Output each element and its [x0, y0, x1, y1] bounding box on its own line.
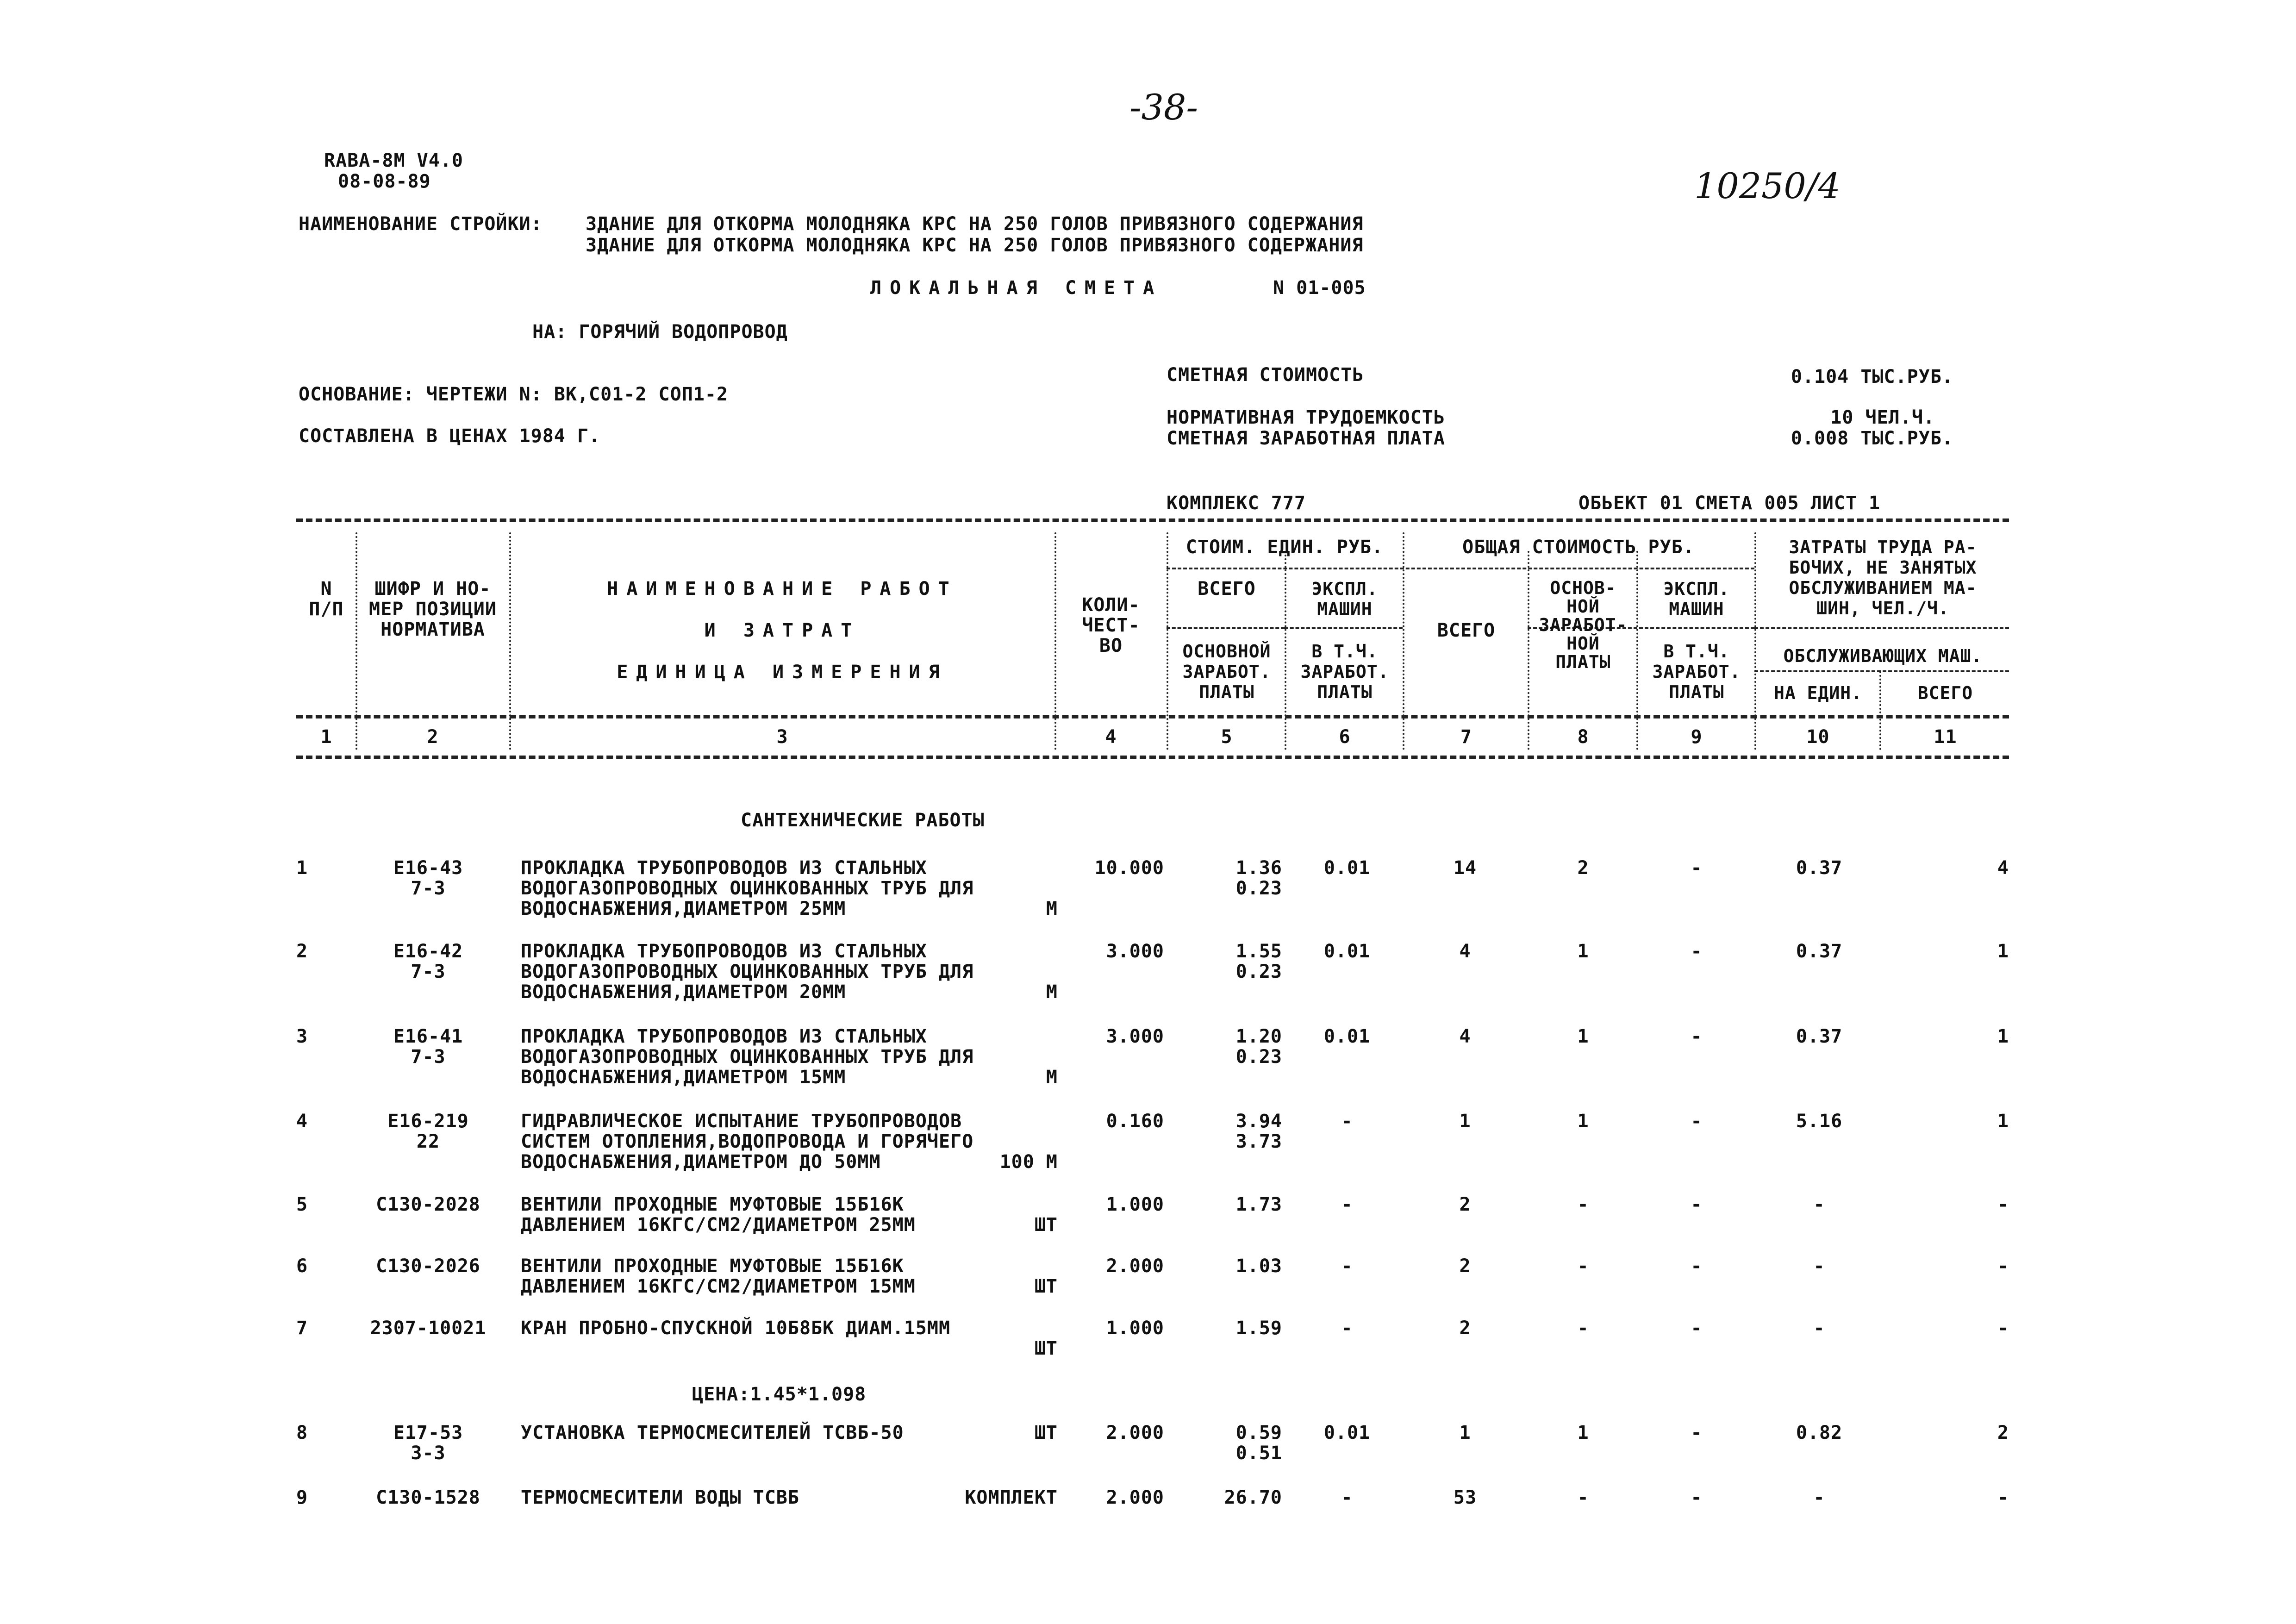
header-tc-wage: ОСНОВ- НОЙ ЗАРАБОТ- НОЙ ПЛАТЫ [1539, 578, 1628, 672]
unit-cost-sub-rule [1167, 627, 1285, 629]
header-labor-service: ОБСЛУЖИВАЮЩИХ МАШ. [1783, 646, 1983, 666]
row-total: 1 [1459, 1422, 1471, 1443]
col-number: 8 [1577, 726, 1589, 748]
row-uc: 0.59 0.51 [1235, 1422, 1282, 1464]
object-sheet-line: ОБЬЕКТ 01 СМЕТА 005 ЛИСТ 1 [1578, 493, 1881, 514]
row-qty: 2.000 [1106, 1255, 1164, 1277]
header-uc-machine-wage: В Т.Ч. ЗАРАБОТ. ПЛАТЫ [1300, 641, 1389, 702]
header-labor-unit: НА ЕДИН. [1773, 683, 1863, 703]
summary-label-cost: СМЕТНАЯ СТОИМОСТЬ [1167, 364, 1364, 386]
row-name: ТЕРМОСМЕСИТЕЛИ ВОДЫ ТСВБ [521, 1487, 799, 1508]
row-uc: 1.55 0.23 [1235, 941, 1282, 982]
row-lab-unit: 0.37 [1796, 1026, 1843, 1047]
col-separator [1054, 532, 1056, 750]
row-uc: 1.03 [1235, 1255, 1282, 1277]
row-name: ПРОКЛАДКА ТРУБОПРОВОДОВ ИЗ СТАЛЬНЫХ ВОДОГАЗОПРОВОДНЫХ ОЦИНКОВАННЫХ ТРУБ ДЛЯ ВОДОСНАБЖЕНИЯ,ДИАМЕТРОМ 15ММ [521, 1026, 974, 1088]
row-tmach: - [1691, 857, 1703, 879]
row-qty: 1.000 [1106, 1194, 1164, 1215]
col-number: 3 [776, 726, 788, 748]
row-lab-total: 1 [1997, 1111, 2009, 1132]
row-unit: ШТ [1034, 1276, 1058, 1297]
page-number: -38- [1129, 87, 1198, 128]
header-top-rule [296, 518, 2009, 522]
row-total: 14 [1453, 857, 1477, 879]
col-number: 2 [427, 726, 439, 748]
row-tmach: - [1691, 1111, 1703, 1132]
basis: ОСНОВАНИЕ: ЧЕРТЕЖИ N: ВК,С01-2 СОП1-2 [299, 384, 729, 405]
summary-label-wage: СМЕТНАЯ ЗАРАБОТНАЯ ПЛАТА [1167, 428, 1445, 449]
row-total: 2 [1459, 1194, 1471, 1215]
row-lab-total: 1 [1997, 941, 2009, 962]
row-code: Е17-53 3-3 [393, 1422, 463, 1464]
header-col-3-line-3: ЕДИНИЦА ИЗМЕРЕНИЯ [617, 662, 948, 683]
row-unit: М [1046, 898, 1058, 919]
row-total: 1 [1459, 1111, 1471, 1132]
col-number: 5 [1221, 726, 1233, 748]
row-n: 1 [296, 857, 308, 879]
header-uc-wage: ОСНОВНОЙ ЗАРАБОТ. ПЛАТЫ [1182, 641, 1271, 702]
row-mach: - [1341, 1487, 1353, 1508]
col-number: 1 [320, 726, 332, 748]
price-note: ЦЕНА:1.45*1.098 [692, 1384, 867, 1405]
row-mach: - [1341, 1111, 1353, 1132]
row-name: КРАН ПРОБНО-СПУСКНОЙ 10Б8БК ДИАМ.15ММ [521, 1318, 951, 1339]
header-bottom-rule [296, 715, 2009, 718]
col-number: 7 [1460, 726, 1472, 748]
row-lab-total: - [1997, 1487, 2009, 1508]
row-qty: 3.000 [1106, 941, 1164, 962]
estimate-number: N 01-005 [1273, 277, 1366, 299]
unit-cost-sub-rule [1285, 627, 1403, 629]
row-mach: - [1341, 1318, 1353, 1339]
row-qty: 10.000 [1094, 857, 1164, 879]
row-mach: 0.01 [1323, 941, 1371, 962]
row-lab-unit: - [1813, 1487, 1825, 1508]
col-number: 4 [1105, 726, 1117, 748]
row-wage: 2 [1577, 857, 1589, 879]
row-uc: 26.70 [1224, 1487, 1282, 1508]
row-lab-total: - [1997, 1318, 2009, 1339]
col-number: 11 [1934, 726, 1957, 748]
row-unit: 100 М [999, 1151, 1058, 1173]
header-uc-total: ВСЕГО [1198, 578, 1256, 600]
row-wage: 1 [1577, 1026, 1589, 1047]
row-uc: 3.94 3.73 [1235, 1111, 1282, 1152]
section-title: САНТЕХНИЧЕСКИЕ РАБОТЫ [741, 810, 985, 831]
row-code: С130-2026 [376, 1255, 480, 1277]
row-qty: 2.000 [1106, 1487, 1164, 1508]
row-lab-total: - [1997, 1194, 2009, 1215]
row-code: Е16-41 7-3 [393, 1026, 463, 1068]
row-total: 53 [1453, 1487, 1477, 1508]
complex-number: КОМПЛЕКС 777 [1167, 493, 1306, 514]
construction-line-2: ЗДАНИЕ ДЛЯ ОТКОРМА МОЛОДНЯКА КРС НА 250 ГОЛОВ ПРИВЯЗНОГО СОДЕРЖАНИЯ [586, 235, 1364, 256]
row-code: Е16-42 7-3 [393, 941, 463, 982]
program-date: 08-08-89 [338, 171, 431, 192]
row-code: С130-2028 [376, 1194, 480, 1215]
header-col-2: ШИФР И НО- МЕР ПОЗИЦИИ НОРМАТИВА [369, 578, 497, 640]
row-lab-unit: 0.82 [1796, 1422, 1843, 1443]
prices-basis: СОСТАВЛЕНА В ЦЕНАХ 1984 Г. [299, 425, 601, 447]
row-tmach: - [1691, 1026, 1703, 1047]
row-mach: 0.01 [1323, 857, 1371, 879]
header-col-1: N П/П [309, 578, 344, 620]
row-tmach: - [1691, 941, 1703, 962]
header-col-4: КОЛИ- ЧЕСТ- ВО [1082, 594, 1140, 656]
estimate-title: ЛОКАЛЬНАЯ СМЕТА [870, 277, 1163, 299]
row-n: 7 [296, 1318, 308, 1339]
row-code: С130-1528 [376, 1487, 480, 1508]
row-uc: 1.20 0.23 [1235, 1026, 1282, 1068]
row-unit: ШТ [1034, 1422, 1058, 1443]
row-wage: - [1577, 1255, 1589, 1277]
row-lab-total: - [1997, 1255, 2009, 1277]
summary-label-labor: НОРМАТИВНАЯ ТРУДОЕМКОСТЬ [1167, 407, 1445, 428]
row-wage: 1 [1577, 1422, 1589, 1443]
col-separator [356, 532, 357, 750]
program-name: RABA-8M V4.0 [324, 150, 463, 171]
row-mach: 0.01 [1323, 1026, 1371, 1047]
col-separator [1879, 671, 1881, 750]
row-lab-total: 1 [1997, 1026, 2009, 1047]
row-n: 2 [296, 941, 308, 962]
row-n: 5 [296, 1194, 308, 1215]
header-col-3-line-1: НАИМЕНОВАНИЕ РАБОТ [607, 578, 958, 600]
row-n: 3 [296, 1026, 308, 1047]
row-tmach: - [1691, 1318, 1703, 1339]
col-separator [1528, 551, 1529, 750]
row-wage: - [1577, 1318, 1589, 1339]
row-mach: - [1341, 1194, 1353, 1215]
row-qty: 0.160 [1106, 1111, 1164, 1132]
summary-value-labor: 10 ЧЕЛ.Ч. [1830, 407, 1935, 428]
header-tc-total: ВСЕГО [1437, 620, 1496, 641]
row-tmach: - [1691, 1487, 1703, 1508]
row-total: 2 [1459, 1318, 1471, 1339]
labor-sub-rule [1754, 627, 2009, 629]
row-lab-total: 4 [1997, 857, 2009, 879]
header-tc-machines: ЭКСПЛ. МАШИН [1663, 579, 1730, 619]
row-n: 6 [296, 1255, 308, 1277]
header-labor-total: ВСЕГО [1917, 683, 1973, 703]
column-numbers-rule [296, 756, 2009, 759]
row-name: УСТАНОВКА ТЕРМОСМЕСИТЕЛЕЙ ТСВБ-50 [521, 1422, 904, 1443]
row-lab-unit: 0.37 [1796, 857, 1843, 879]
row-mach: 0.01 [1323, 1422, 1371, 1443]
row-code: 2307-10021 [370, 1318, 487, 1339]
row-unit: М [1046, 1067, 1058, 1088]
col-separator [509, 532, 511, 750]
construction-label: НАИМЕНОВАНИЕ СТРОЙКИ: [299, 213, 543, 235]
row-name: ПРОКЛАДКА ТРУБОПРОВОДОВ ИЗ СТАЛЬНЫХ ВОДОГАЗОПРОВОДНЫХ ОЦИНКОВАННЫХ ТРУБ ДЛЯ ВОДОСНАБЖЕНИЯ,ДИАМЕТРОМ 20ММ [521, 941, 974, 1003]
row-uc: 1.36 0.23 [1235, 857, 1282, 899]
row-unit: КОМПЛЕКТ [965, 1487, 1058, 1508]
row-qty: 1.000 [1106, 1318, 1164, 1339]
col-number: 9 [1691, 726, 1703, 748]
row-name: ГИДРАВЛИЧЕСКОЕ ИСПЫТАНИЕ ТРУБОПРОВОДОВ СИСТЕМ ОТОПЛЕНИЯ,ВОДОПРОВОДА И ГОРЯЧЕГО ВОДОСНАБЖЕНИЯ,ДИАМЕТРОМ ДО 50ММ [521, 1111, 974, 1173]
row-n: 8 [296, 1422, 308, 1443]
header-col-3-line-2: И ЗАТРАТ [704, 620, 861, 641]
row-unit: М [1046, 981, 1058, 1003]
row-qty: 3.000 [1106, 1026, 1164, 1047]
row-uc: 1.73 [1235, 1194, 1282, 1215]
col-separator [1636, 551, 1638, 750]
summary-value-wage: 0.008 ТЫС.РУБ. [1791, 428, 1953, 449]
row-uc: 1.59 [1235, 1318, 1282, 1339]
construction-line-1: ЗДАНИЕ ДЛЯ ОТКОРМА МОЛОДНЯКА КРС НА 250 ГОЛОВ ПРИВЯЗНОГО СОДЕРЖАНИЯ [586, 213, 1364, 235]
row-lab-unit: - [1813, 1255, 1825, 1277]
row-wage: 1 [1577, 941, 1589, 962]
col-separator [1403, 532, 1404, 750]
header-uc-machines: ЭКСПЛ. МАШИН [1311, 579, 1378, 619]
row-name: ПРОКЛАДКА ТРУБОПРОВОДОВ ИЗ СТАЛЬНЫХ ВОДОГАЗОПРОВОДНЫХ ОЦИНКОВАННЫХ ТРУБ ДЛЯ ВОДОСНАБЖЕНИЯ,ДИАМЕТРОМ 25ММ [521, 857, 974, 919]
row-total: 4 [1459, 941, 1471, 962]
row-tmach: - [1691, 1422, 1703, 1443]
row-lab-total: 2 [1997, 1422, 2009, 1443]
row-code: Е16-219 22 [387, 1111, 469, 1152]
row-total: 4 [1459, 1026, 1471, 1047]
row-n: 9 [296, 1487, 308, 1508]
row-lab-unit: - [1813, 1318, 1825, 1339]
row-wage: 1 [1577, 1111, 1589, 1132]
col-separator [1754, 532, 1756, 750]
row-wage: - [1577, 1487, 1589, 1508]
row-code: Е16-43 7-3 [393, 857, 463, 899]
row-qty: 2.000 [1106, 1422, 1164, 1443]
row-mach: - [1341, 1255, 1353, 1277]
handwritten-reference: 10250/4 [1694, 165, 1841, 206]
col-number: 10 [1806, 726, 1830, 748]
header-labor: ЗАТРАТЫ ТРУДА РА- БОЧИХ, НЕ ЗАНЯТЫХ ОБСЛУЖИВАНИЕМ МА- ШИН, ЧЕЛ./Ч. [1789, 537, 1977, 618]
header-total-cost: ОБЩАЯ СТОИМОСТЬ РУБ. [1462, 537, 1695, 558]
row-unit: ШТ [1034, 1338, 1058, 1359]
labor-service-rule [1754, 670, 2009, 672]
unit-cost-rule [1167, 568, 1754, 569]
row-lab-unit: 0.37 [1796, 941, 1843, 962]
row-n: 4 [296, 1111, 308, 1132]
row-tmach: - [1691, 1194, 1703, 1215]
header-tc-machine-wage: В Т.Ч. ЗАРАБОТ. ПЛАТЫ [1652, 641, 1741, 702]
row-name: ВЕНТИЛИ ПРОХОДНЫЕ МУФТОВЫЕ 15Б16К ДАВЛЕНИЕМ 16КГС/СМ2/ДИАМЕТРОМ 15ММ [521, 1255, 916, 1297]
row-tmach: - [1691, 1255, 1703, 1277]
summary-value-cost: 0.104 ТЫС.РУБ. [1791, 366, 1953, 387]
row-wage: - [1577, 1194, 1589, 1215]
row-total: 2 [1459, 1255, 1471, 1277]
estimate-subject: НА: ГОРЯЧИЙ ВОДОПРОВОД [532, 321, 788, 343]
header-unit-cost: СТОИМ. ЕДИН. РУБ. [1185, 537, 1384, 558]
row-name: ВЕНТИЛИ ПРОХОДНЫЕ МУФТОВЫЕ 15Б16К ДАВЛЕНИЕМ 16КГС/СМ2/ДИАМЕТРОМ 25ММ [521, 1194, 916, 1236]
row-unit: ШТ [1034, 1214, 1058, 1236]
row-lab-unit: 5.16 [1796, 1111, 1843, 1132]
row-lab-unit: - [1813, 1194, 1825, 1215]
col-number: 6 [1339, 726, 1351, 748]
